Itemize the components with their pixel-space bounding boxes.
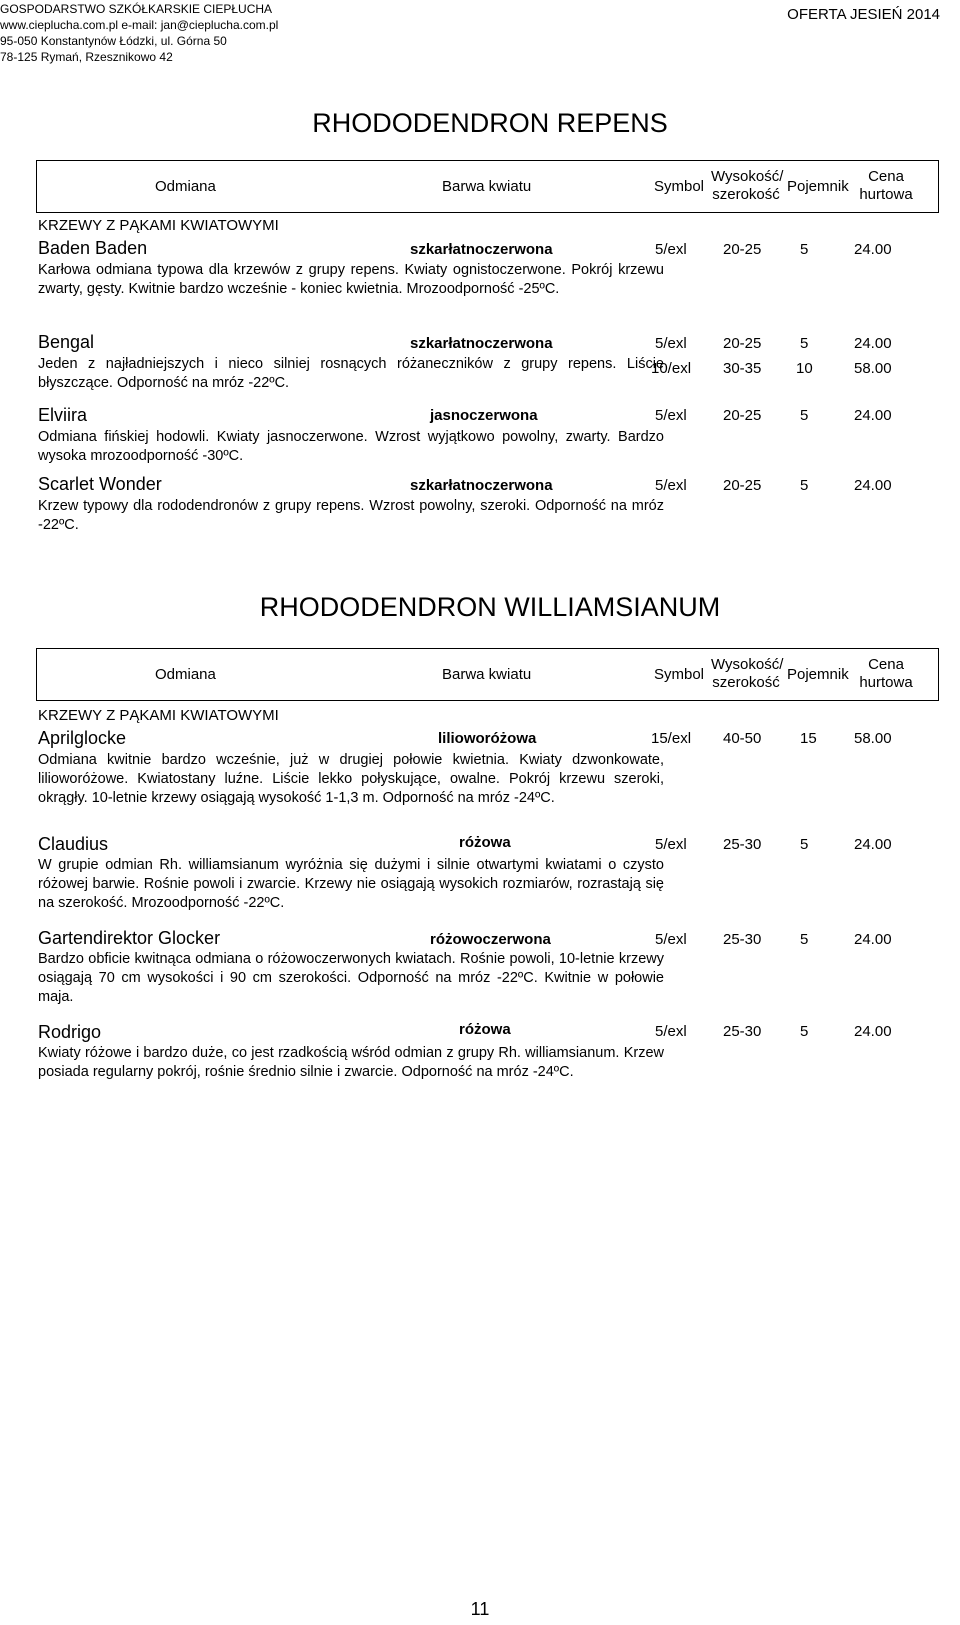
symbol-value: 5/exl <box>655 335 687 352</box>
price-value: 24.00 <box>854 836 892 853</box>
variety-name: Elviira <box>38 405 88 425</box>
company-address-2: 78-125 Rymań, Rzesznikowo 42 <box>0 50 173 64</box>
col-cena: Cena hurtowa <box>859 656 913 691</box>
pot-value: 15 <box>800 730 817 747</box>
symbol-value: 5/exl <box>655 477 687 494</box>
variety-description: Odmiana kwitnie bardzo wcześnie, już w drugiej połowie kwietnia. Kwiaty dzwonkowate, lilioworóżowe. Kwiatostany luźne. Liście lekko połyskujące, owalne. Pokrój krzewu szeroki, okrągły. 10-letnie krzewy osiągają wysokość 1-1,3 m. Odporność na mróz -24ºC. <box>38 752 664 806</box>
pot-value: 10 <box>796 360 813 377</box>
flower-color: różowa <box>459 1021 511 1038</box>
col-barwa: Barwa kwiatu <box>442 178 532 195</box>
pot-value: 5 <box>800 241 809 258</box>
col-pojemnik: Pojemnik <box>787 178 849 195</box>
size-value: 30-35 <box>723 360 762 377</box>
variety-description: Krzew typowy dla rododendronów z grupy repens. Wzrost powolny, szeroki. Odporność na mróz -22ºC. <box>38 498 664 533</box>
variety-description: Bardzo obficie kwitnąca odmiana o różowoczerwonych kwiatach. Rośnie powoli, 10-letnie krzewy osiągają 70 cm wysokości i 90 cm szerokości. Odporność na mróz -22ºC. Kwitnie w połowie maja. <box>38 951 664 1005</box>
variety-name: Rodrigo <box>38 1022 102 1042</box>
size-value: 25-30 <box>723 836 762 853</box>
company-web-email: www.cieplucha.com.pl e-mail: jan@cieplucha.com.pl <box>0 18 279 32</box>
size-value: 40-50 <box>723 730 762 747</box>
flower-color: różowa <box>459 834 511 851</box>
company-name: GOSPODARSTWO SZKÓŁKARSKIE CIEPŁUCHA <box>0 2 273 16</box>
size-value: 20-25 <box>723 241 762 258</box>
variety-name: Baden Baden <box>38 238 148 258</box>
variety-description: Kwiaty różowe i bardzo duże, co jest rzadkością wśród odmian z grupy Rh. williamsianum. Krzew posiada regularny pokrój, rośnie średnio silnie i zwarcie. Odporność na mróz -24ºC. <box>38 1045 664 1080</box>
col-barwa: Barwa kwiatu <box>442 666 532 683</box>
symbol-value: 5/exl <box>655 931 687 948</box>
symbol-value: 5/exl <box>655 407 687 424</box>
pot-value: 5 <box>800 477 809 494</box>
pot-value: 5 <box>800 836 809 853</box>
col-odmiana: Odmiana <box>155 666 216 683</box>
symbol-value: 5/exl <box>655 1023 687 1040</box>
price-value: 24.00 <box>854 241 892 258</box>
size-value: 20-25 <box>723 477 762 494</box>
pot-value: 5 <box>800 931 809 948</box>
variety-name: Aprilglocke <box>38 728 127 748</box>
flower-color: jasnoczerwona <box>430 407 538 424</box>
col-symbol: Symbol <box>654 666 705 683</box>
flower-color: szkarłatnoczerwona <box>410 477 553 494</box>
variety-name: Scarlet Wonder <box>38 474 162 494</box>
flower-color: różowoczerwona <box>430 931 551 948</box>
price-value: 24.00 <box>854 335 892 352</box>
page-number: 11 <box>470 1599 490 1619</box>
variety-description: Karłowa odmiana typowa dla krzewów z grupy repens. Kwiaty ognistoczerwone. Pokrój krzewu zwarty, gęsty. Kwitnie bardzo wcześnie - koniec kwietnia. Mrozoodporność -25ºC. <box>38 262 664 297</box>
table-header <box>36 648 939 701</box>
price-value: 24.00 <box>854 407 892 424</box>
variety-name: Claudius <box>38 834 109 854</box>
pot-value: 5 <box>800 407 809 424</box>
offer-title: OFERTA JESIEŃ 2014 <box>787 6 940 23</box>
flower-color: szkarłatnoczerwona <box>410 241 553 258</box>
table-header <box>36 160 939 213</box>
symbol-value: 10/exl <box>651 360 692 377</box>
price-value: 24.00 <box>854 1023 892 1040</box>
company-address-1: 95-050 Konstantynów Łódzki, ul. Górna 50 <box>0 34 227 48</box>
category-label: KRZEWY Z PĄKAMI KWIATOWYMI <box>38 217 279 234</box>
pot-value: 5 <box>800 1023 809 1040</box>
col-symbol: Symbol <box>654 178 705 195</box>
section-title: RHODODENDRON REPENS <box>312 108 668 138</box>
variety-name: Gartendirektor Glocker <box>38 928 221 948</box>
flower-color: lilioworóżowa <box>438 730 537 747</box>
price-value: 58.00 <box>854 360 892 377</box>
col-cena: Cena hurtowa <box>859 168 913 203</box>
size-value: 25-30 <box>723 1023 762 1040</box>
size-value: 20-25 <box>723 335 762 352</box>
col-odmiana: Odmiana <box>155 178 216 195</box>
symbol-value: 15/exl <box>651 730 692 747</box>
price-value: 58.00 <box>854 730 892 747</box>
col-wysokosc: Wysokość/ szerokość <box>711 168 784 203</box>
col-wysokosc: Wysokość/ szerokość <box>711 656 784 691</box>
section-title: RHODODENDRON WILLIAMSIANUM <box>259 592 721 622</box>
symbol-value: 5/exl <box>655 836 687 853</box>
variety-name: Bengal <box>38 332 95 352</box>
pot-value: 5 <box>800 335 809 352</box>
variety-description: Jeden z najładniejszych i nieco silniej rosnących różaneczników z grupy repens. Liście błyszczące. Odporność na mróz -22ºC. <box>38 356 664 391</box>
size-value: 20-25 <box>723 407 762 424</box>
size-value: 25-30 <box>723 931 762 948</box>
flower-color: szkarłatnoczerwona <box>410 335 553 352</box>
price-value: 24.00 <box>854 931 892 948</box>
variety-description: W grupie odmian Rh. williamsianum wyróżnia się dużymi i silnie otwartymi kwiatami o czysto różowej barwie. Rośnie powoli i zwarcie. Krzewy nie osiągają wysokich rozmiarów, rozrastają się na szerokość. Mrozoodporność -22ºC. <box>38 857 664 911</box>
category-label: KRZEWY Z PĄKAMI KWIATOWYMI <box>38 707 279 724</box>
col-pojemnik: Pojemnik <box>787 666 849 683</box>
variety-description: Odmiana fińskiej hodowli. Kwiaty jasnoczerwone. Wzrost wyjątkowo powolny, zwarty. Bardzo wysoka mrozoodporność -30ºC. <box>38 429 664 464</box>
price-value: 24.00 <box>854 477 892 494</box>
symbol-value: 5/exl <box>655 241 687 258</box>
